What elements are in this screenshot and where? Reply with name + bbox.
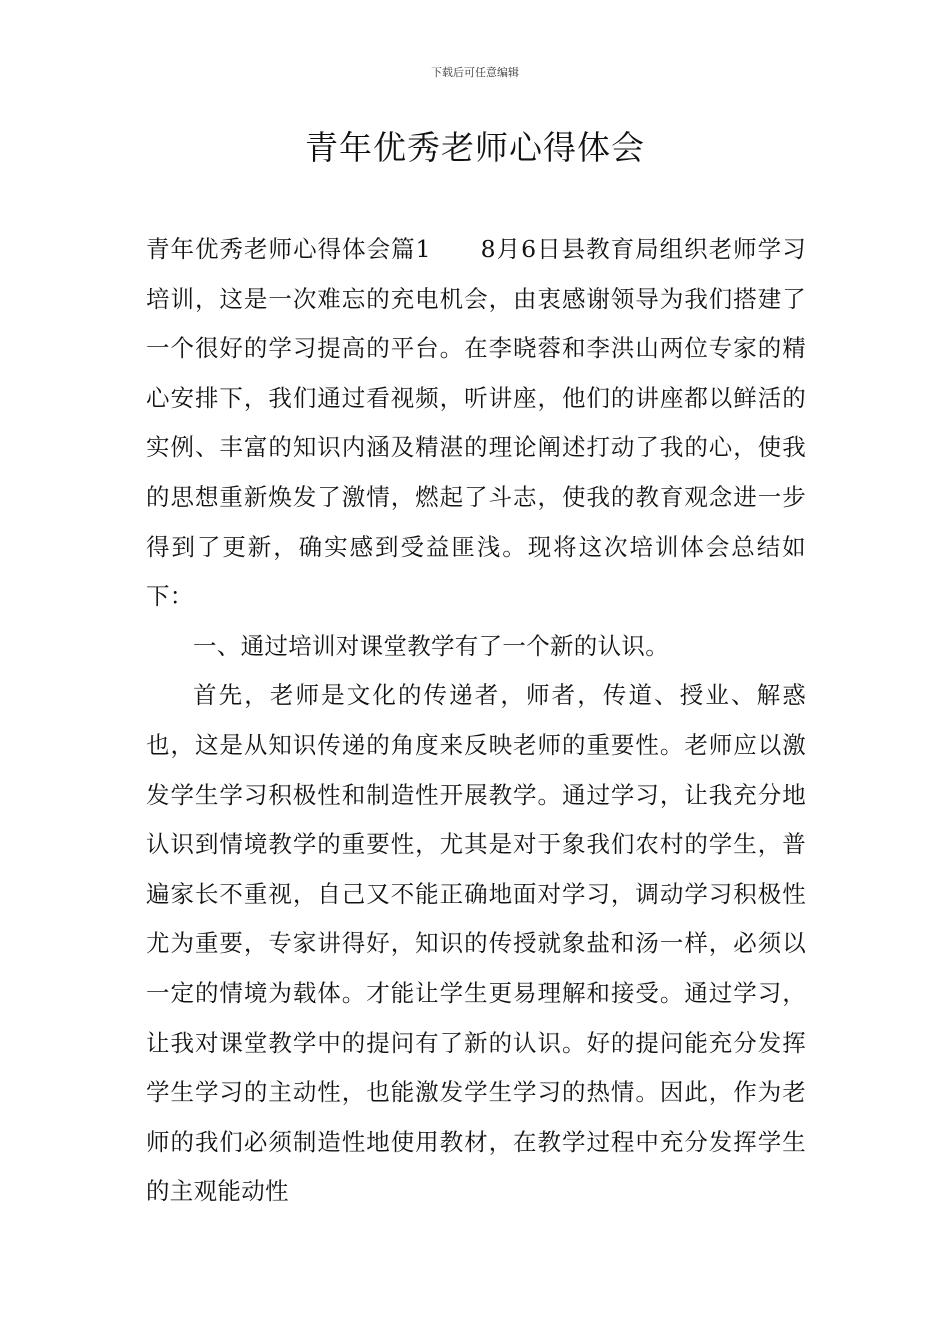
paragraph-first-point: 首先，老师是文化的传递者，师者，传道、授业、解惑也，这是从知识传递的角度来反映老师的重要性。老师应以激发学生学习积极性和制造性开展教学。通过学习，让我充分地认识到情境教学的重要性，尤其是对于象我们农村的学生，普遍家长不重视，自己又不能正确地面对学习，调动学习积极性尤为重要，专家讲得好，知识的传授就象盐和汤一样，必须以一定的情境为载体。才能让学生更易理解和接受。通过学习，让我对课堂教学中的提问有了新的认识。好的提问能充分发挥学生学习的主动性，也能激发学生学习的热情。因此，作为老师的我们必须制造性地使用教材，在教学过程中充分发挥学生的主观能动性: [146, 681, 806, 1206]
page-header-note: 下载后可任意编辑: [431, 66, 519, 79]
document-body: [146, 225, 806, 1217]
document-title: 青年优秀老师心得体会: [305, 128, 645, 167]
paragraph-section-heading: 一、通过培训对课堂教学有了一个新的认识。: [193, 631, 669, 660]
paragraph-intro: 青年优秀老师心得体会篇1 8月6日县教育局组织老师学习培训，这是一次难忘的充电机会，由衷感谢领导为我们搭建了一个很好的学习提高的平台。在李晓蓉和李洪山两位专家的精心安排下，我们通过看视频，听讲座，他们的讲座都以鲜活的实例、丰富的知识内涵及精湛的理论阐述打动了我的心，使我的思想重新焕发了激情，燃起了斗志，使我的教育观念进一步得到了更新，确实感到受益匪浅。现将这次培训体会总结如下：: [146, 235, 806, 611]
